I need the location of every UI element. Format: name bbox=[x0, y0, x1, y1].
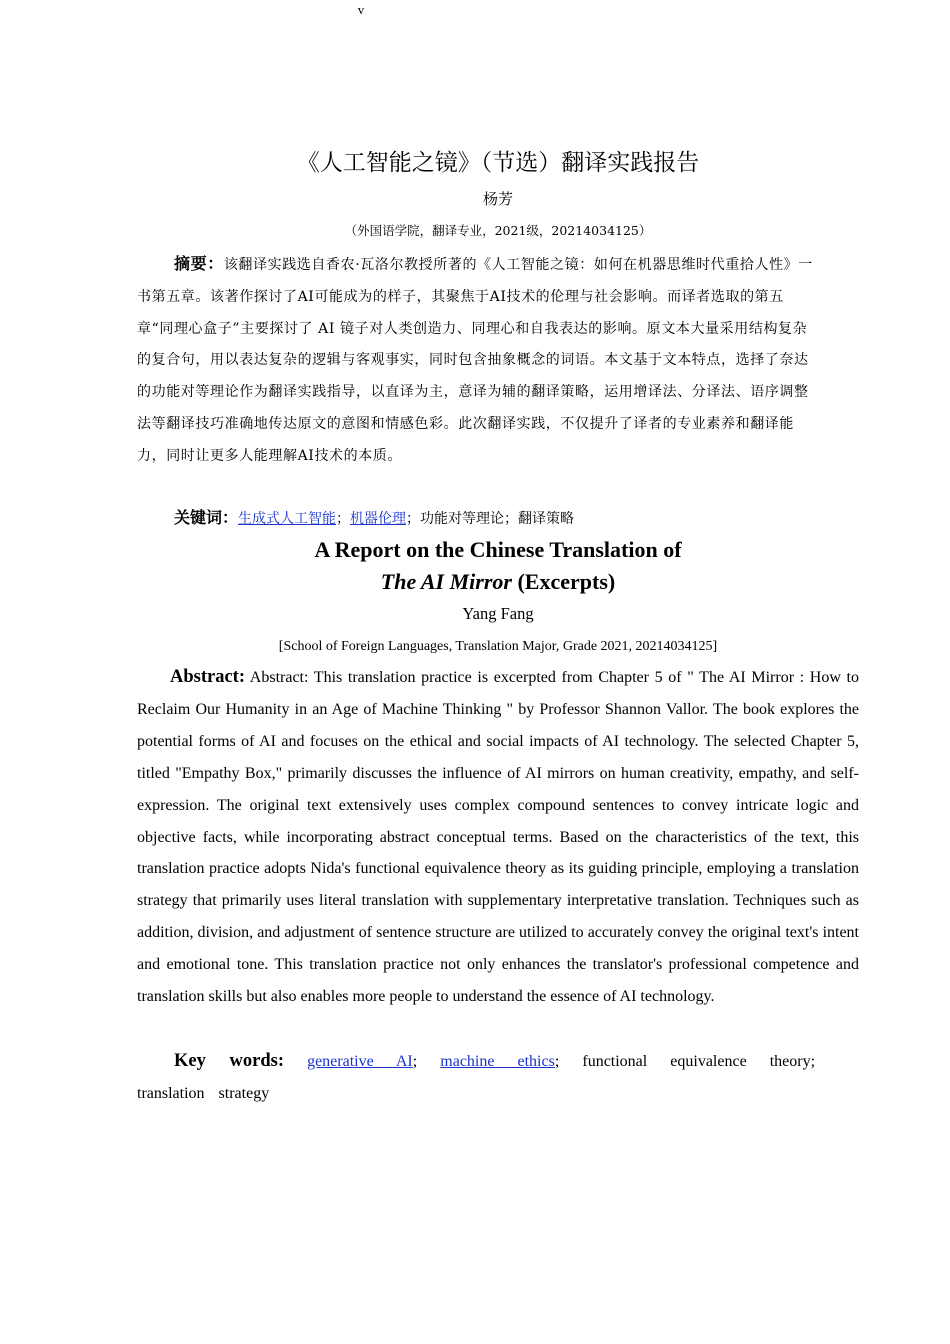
keyword-translation-strategy-en: translation strategy bbox=[137, 1085, 270, 1102]
english-abstract bbox=[137, 662, 859, 1013]
page-number: v bbox=[357, 2, 365, 17]
keyword-link-generative-ai-cn[interactable]: 生成式人工智能 bbox=[238, 511, 337, 527]
english-abstract-text: Abstract: This translation practice is excerpted from Chapter 5 of " The AI Mirror : How to Reclaim Our Humanity in an Age of Machine Thinking " by Professor Shannon Vallor. The book explores the potential forms of AI and focuses on the ethical and social impacts of AI technology. The selected Chapter 5, titled "Empathy Box," primarily discusses the influence of AI mirrors on human creativity, empathy, and self-expression. The original text extensively uses complex compound sentences to convey intricate logic and objective facts, while incorporating abstract conceptual terms. Based on the characteristics of the text, this translation practice adopts Nida's functional equivalence theory as its guiding principle, employing a translation strategy that primarily uses literal translation with supplementary interpretative translation. Techniques such as addition, division, and adjustment of sentence structure are utilized to accurately convey the original text's intent and emotional tone. This translation practice not only enhances the translator's professional competence and translation skills but also enables more people to understand the essence of AI technology. bbox=[137, 669, 859, 1006]
english-title-line1: A Report on the Chinese Translation of bbox=[314, 537, 682, 562]
english-title-suffix: (Excerpts) bbox=[511, 569, 616, 594]
english-title-book-name: The AI Mirror bbox=[380, 569, 512, 594]
english-keywords-label: Key words: bbox=[174, 1051, 284, 1071]
keyword-translation-strategy-cn: 翻译策略 bbox=[518, 511, 575, 527]
chinese-abstract bbox=[137, 248, 817, 473]
chinese-abstract-label: 摘要： bbox=[174, 254, 224, 273]
english-title bbox=[137, 534, 859, 598]
english-keywords bbox=[137, 1045, 815, 1110]
keyword-functional-equivalence-en: functional equivalence theory bbox=[582, 1053, 811, 1070]
keyword-separator: ； bbox=[336, 511, 351, 527]
chinese-author: 杨芳 bbox=[482, 190, 513, 208]
chinese-abstract-text: 该翻译实践选自香农·瓦洛尔教授所著的《人工智能之镜：如何在机器思维时代重拾人性》一书第五章。该著作探讨了AI可能成为的样子，其聚焦于AI技术的伦理与社会影响。而译者选取的第五章“同理心盒子”主要探讨了 AI 镜子对人类创造力、同理心和自我表达的影响。原文本大量采用结构复杂的复合句，用以表达复杂的逻辑与客观事实，同时包含抽象概念的词语。本文基于文本特点，选择了奈达的功能对等理论作为翻译实践指导，以直译为主，意译为辅的翻译策略，运用增译法、分译法、语序调整法等翻译技巧准确地传达原文的意图和情感色彩。此次翻译实践，不仅提升了译者的专业素养和翻译能力，同时让更多人能理解AI技术的本质。 bbox=[137, 257, 813, 464]
english-abstract-label: Abstract: bbox=[170, 667, 246, 687]
keyword-link-generative-ai-en[interactable]: generative AI bbox=[307, 1053, 413, 1070]
keyword-link-machine-ethics-cn[interactable]: 机器伦理 bbox=[350, 511, 407, 527]
english-affiliation: [School of Foreign Languages, Translation Major, Grade 2021, 20214034125] bbox=[278, 639, 718, 654]
english-title-line2 bbox=[137, 566, 859, 598]
chinese-keywords bbox=[137, 503, 859, 534]
keyword-separator: ; bbox=[554, 1053, 560, 1070]
keyword-separator: ； bbox=[504, 511, 519, 527]
keyword-separator: ; bbox=[810, 1053, 816, 1070]
keyword-separator: ； bbox=[406, 511, 421, 527]
chinese-keywords-label: 关键词： bbox=[174, 508, 239, 527]
keyword-functional-equivalence-cn: 功能对等理论 bbox=[420, 511, 505, 527]
chinese-affiliation: （外国语学院，翻译专业，2021级，20214034125） bbox=[344, 223, 652, 238]
english-author: Yang Fang bbox=[462, 604, 534, 623]
keyword-separator: ; bbox=[412, 1053, 418, 1070]
keyword-link-machine-ethics-en[interactable]: machine ethics bbox=[440, 1053, 555, 1070]
chinese-title: 《人工智能之镜》（节选）翻译实践报告 bbox=[296, 150, 700, 176]
